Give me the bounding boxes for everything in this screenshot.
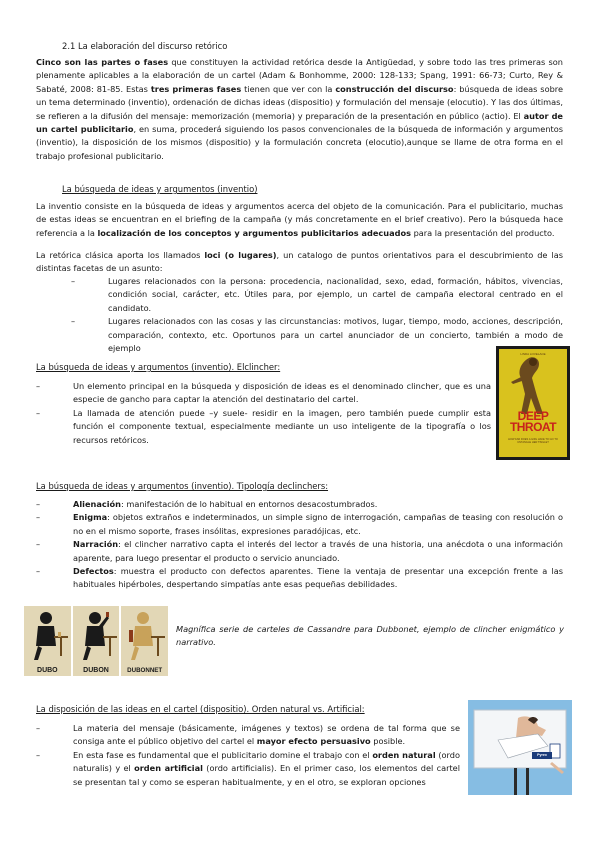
dash-mark: – — [36, 749, 41, 760]
inventio-p2-text-2: , un catalogo de puntos orientativos para el descubrimiento de las distintas facetas de un asunto: — [36, 250, 563, 274]
billboard-scene — [468, 700, 572, 795]
dash-mark: – — [36, 381, 41, 391]
inventio-p1-bold: localización de los conceptos y argumentos publicitarios adecuados — [97, 227, 411, 238]
tipologia-heading: La búsqueda de ideas y argumentos (inventio). Tipología declinchers: — [36, 481, 329, 491]
list-item-text: En esta fase es fundamental que el publicitario domine el trabajo con el — [73, 749, 373, 760]
list-item-text: Lugares relacionados con la persona: procedencia, nacionalidad, sexo, edad, formación, hábitos, vivencias, condición social, carácter, etc. Útiles para, por ejemplo, un cartel de campaña electoral centrado en el candidato. — [108, 276, 563, 313]
list-item — [36, 498, 563, 511]
poster-face — [499, 349, 567, 457]
intro-text-3: : búsqueda de ideas sobre un tema determinado (inventio), ordenación de dichas ideas (dispositio) y formulación del mensaje (elocutio). Y las dos últimas, se refieren a la difusión del mensaje: memorización (memoria) y preparación de la presentación en público (actio). El — [36, 83, 563, 121]
intro-paragraph — [36, 56, 563, 163]
list-item — [36, 380, 491, 407]
dubonnet-panel-1 — [24, 606, 71, 676]
poster-top-text: LINDA LOVELACE — [520, 352, 546, 356]
inventio-paragraph-1 — [36, 200, 563, 240]
list-item — [71, 315, 563, 355]
list-item — [71, 275, 563, 315]
list-item-text: (ordo naturalis) y el — [73, 749, 460, 774]
dash-mark: – — [36, 407, 41, 418]
dispositio-list — [36, 722, 460, 789]
list-item-text: La llamada de atención puede –y suele- residir en la imagen, pero también puede cumplir esta función el componente textual, especialmente mediante un uso inteligente de la tipografía o los recursos retóricos. — [73, 407, 491, 445]
inventio-list — [71, 275, 563, 355]
tipologia-list — [36, 498, 563, 592]
list-item-term: Narración — [73, 539, 119, 550]
clincher-heading: La búsqueda de ideas y argumentos (inventio). Elclincher: — [36, 362, 281, 372]
list-item — [36, 722, 460, 749]
drinking-man-figure — [73, 606, 120, 662]
poster-title-2: THROAT — [509, 420, 557, 434]
list-item-text: Lugares relacionados con las cosas y las circunstancias: motivos, lugar, tiempo, modo, acciones, descripción, comparación, contexto, etc. Oportunos para un cartel anunciador de un concierto, también a modo de ejemplo — [108, 316, 563, 354]
list-item-term: Alienación — [73, 499, 121, 509]
intro-bold-2: tres primeras fases — [150, 83, 242, 94]
dash-mark: – — [36, 539, 41, 550]
list-item-text: posible. — [370, 736, 406, 747]
deep-throat-poster — [496, 346, 570, 460]
section-title: 2.1 La elaboración del discurso retórico — [62, 41, 228, 51]
clincher-list — [36, 380, 491, 447]
dubonnet-posters — [24, 606, 168, 676]
inventio-p1-text-2: para la presentación del producto. — [410, 227, 555, 238]
list-item-text: La materia del mensaje (básicamente, imágenes y textos) se ordena de tal forma que se consiga ante el público objetivo del cartel el — [73, 723, 460, 747]
dash-mark: – — [36, 723, 41, 733]
list-item — [36, 749, 460, 789]
list-item-term: Defectos — [73, 566, 114, 577]
dubonnet-panel-label: DUBONNET — [127, 667, 163, 674]
list-item-bold: mayor efecto persuasivo — [256, 736, 371, 747]
pouring-man-figure — [121, 606, 168, 662]
poster-sub-text: HOW FAR DOES A GIRL HAVE TO GO TO UNTANGLE HER TINGLE? — [508, 438, 558, 445]
inventio-p1-text-1: La inventio consiste en la búsqueda de ideas y argumentos acerca del objeto de la comunicación. Para el publicitario, muchas de estas ideas se encuentran en el briefing de la campaña (y más concretamente en el brief creativo). Pero la búsqueda hace referencia a la — [36, 201, 563, 238]
dash-mark: – — [36, 499, 41, 509]
list-item-text: Un elemento principal en la búsqueda y disposición de ideas es el denominado clincher, que es una especie de gancho para captar la atención del destinatario del cartel. — [73, 381, 491, 405]
dubonnet-caption: Magnífica serie de carteles de Cassandre para Dubbonet, ejemplo de clincher enigmático y narrativo. — [176, 624, 564, 648]
inventio-p2-text-1: La retórica clásica aporta los llamados — [36, 250, 205, 260]
dubonnet-panel-2 — [73, 606, 120, 676]
dash-mark: – — [71, 276, 76, 286]
list-item-text: : objetos extraños e indeterminados, un simple signo de interrogación, campañas de teasing con resolución o no en el mismo soporte, frases insólitas, expresiones paradójicas, etc. — [73, 512, 563, 536]
poster-figure — [499, 356, 567, 416]
pyrex-billboard — [468, 700, 572, 795]
list-item-text: : manifestación de lo habitual en entornos desacostumbrados. — [120, 499, 378, 509]
seated-man-figure — [24, 606, 71, 662]
inventio-paragraph-2 — [36, 249, 563, 276]
list-item-text: : el clincher narrativo capta el interés del lector a través de una historia, una anécdota o una información aparente, para luego presentar el producto o servicio anunciado. — [73, 539, 563, 563]
list-item — [36, 565, 563, 592]
list-item-term: Enigma — [73, 512, 108, 523]
dubonnet-panel-label: DUBO — [37, 667, 58, 674]
list-item-text: : muestra el producto con defectos aparentes. Tiene la ventaja de presentar una excepción frente a las habituales hipérboles, despertando simpatías ante esas pequeñas debilidades. — [73, 566, 563, 590]
dash-mark: – — [36, 566, 41, 577]
dash-mark: – — [36, 512, 41, 523]
list-item-text: (ordo artificialis). En el primer caso, los elementos del cartel se presentan tal y como se esperan habitualmente, y en el otro, se exploran opciones — [73, 763, 460, 787]
list-item — [36, 407, 491, 447]
intro-bold-4: autor de un cartel publicitario — [36, 110, 563, 135]
poster-title-1: DEEP — [517, 409, 549, 423]
dubonnet-panel-label: DUBON — [83, 667, 109, 674]
billboard-brand: Pyrex — [537, 753, 547, 757]
inventio-p2-bold: loci (o lugares) — [204, 250, 277, 260]
list-item-bold: orden natural — [372, 749, 436, 760]
list-item — [36, 538, 563, 565]
intro-text-1: que constituyen la actividad retórica desde la Antigüedad, y sobre todo las tres primeras son plenamente aplicables a la elaboración de un cartel (Adam & Bonhomme, 2000: 128-133; Spang, 1991: 66-73; Curto, Rey & Sabaté, 2008: 81-85. Estas — [36, 57, 563, 94]
list-item-bold: orden artificial — [134, 763, 203, 774]
dubonnet-panel-3 — [121, 606, 168, 676]
intro-text-4: , en suma, procederá siguiendo los pasos convencionales de la búsqueda de información y argumentos (inventio), la disposición de los mismos (dispositio) y la formulación concreta (elocutio),aunque se llame de otra forma en el trabajo profesional publicitario. — [36, 124, 563, 161]
inventio-heading: La búsqueda de ideas y argumentos (inventio) — [62, 184, 258, 194]
intro-bold-1: Cinco son las partes o fases — [36, 57, 169, 67]
dispositio-heading: La disposición de las ideas en el cartel (dispositio). Orden natural vs. Artificial: — [36, 704, 365, 714]
dash-mark: – — [71, 316, 76, 327]
intro-bold-3: construcción del discurso — [335, 83, 454, 94]
list-item — [36, 511, 563, 538]
intro-text-2: tienen que ver con la — [241, 83, 336, 94]
